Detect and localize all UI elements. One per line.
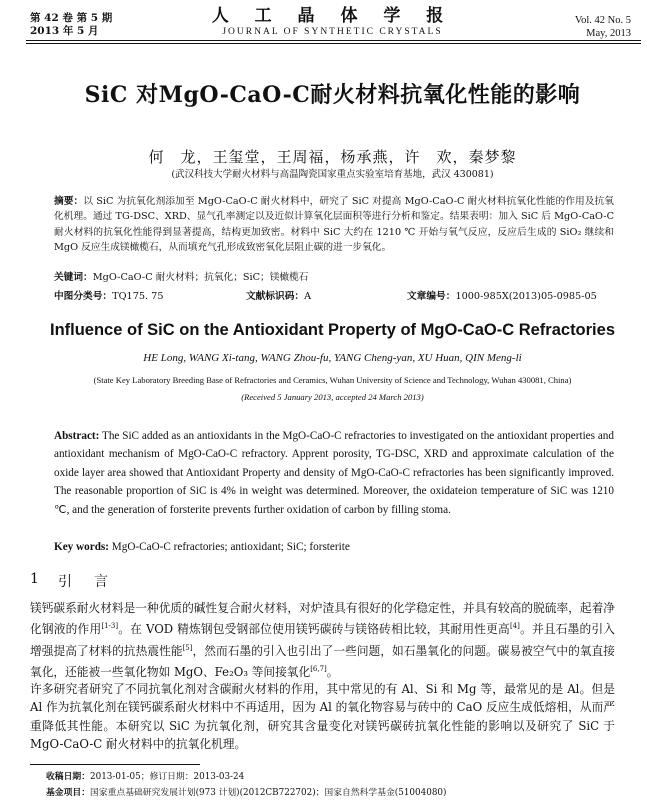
journal-title-en: JOURNAL OF SYNTHETIC CRYSTALS (222, 27, 443, 37)
footnote-fund-text: 国家重点基础研究发展计划(973 计划)(2012CB722702)；国家自然科学基金(51004080) (90, 788, 447, 798)
abstract-cn (54, 194, 614, 256)
paper-title-cn: SiC 对MgO-CaO-C耐火材料抗氧化性能的影响 (84, 82, 581, 108)
keywords-cn (54, 269, 308, 283)
footnote-received (46, 769, 244, 782)
section-title: 引言 (58, 574, 130, 590)
date-en: May, 2013 (586, 28, 631, 39)
header-rule (26, 40, 641, 41)
header-rule-thin (26, 43, 641, 44)
journal-title-cn: 人 工 晶 体 学 报 (211, 6, 454, 26)
keywords-cn-text: MgO-CaO-C 耐火材料；抗氧化；SiC；镁橄榄石 (92, 272, 309, 283)
doc-code-text: A (304, 291, 312, 302)
para1-text-b: 。在 VOD 精炼钢包受钢部位使用镁钙碳砖与镁铬砖相比较，其耐用性更高 (118, 622, 510, 637)
footnote-fund-label: 基金项目： (46, 788, 90, 798)
abstract-cn-label: 摘要： (54, 196, 84, 207)
abstract-en-label: Abstract: (54, 430, 100, 442)
citation[interactable]: [5] (182, 643, 193, 652)
para1-text-a: 镁钙碳系耐火材料是一种优质的碱性复合耐火材料，对炉渣具有很好的化学稳定性，并具有较高的脱硫率，起着净化钢液的作用 (30, 601, 615, 637)
volume-en: Vol. 42 No. 5 (574, 15, 631, 26)
abstract-en (54, 427, 614, 519)
body-paragraph-1 (30, 599, 615, 681)
doc-code-label: 文献标识码： (246, 291, 305, 302)
footnote-received-text: 2013-01-05；修订日期：2013-03-24 (90, 772, 245, 782)
section-number: 1 (30, 571, 39, 587)
affiliation-en: (State Key Laboratory Breeding Base of Refractories and Ceramics, Wuhan University of Science and Technology, Wuhan 430081, China) (93, 375, 572, 385)
keywords-cn-label: 关键词： (54, 272, 93, 283)
classification-label: 中图分类号： (54, 291, 113, 302)
para1-text-c: 。并且石墨的引入增强提高了材料的抗热震性能 (30, 622, 615, 658)
journal-title-block (0, 6, 665, 38)
para1-text-d: ，然而石墨的引入也引出了一些问题，如石墨氧化的问题。碳易被空气中的氧直接氧化，还能被一些氧化物如 MgO、Fe₂O₃ 等间接氧化 (30, 643, 615, 679)
keywords-en-label: Key words: (54, 541, 109, 553)
keywords-en-text: MgO-CaO-C refractories; antioxidant; SiC; forsterite (111, 541, 350, 553)
journal-issue-en (575, 14, 631, 40)
received-dates-en: (Received 5 January 2013, accepted 24 March 2013) (241, 392, 424, 402)
keywords-en (54, 541, 350, 553)
paper-title-en: Influence of SiC on the Antioxidant Property of MgO-CaO-C Refractories (49, 321, 615, 339)
authors-cn: 何 龙，王玺堂，王周福，杨承燕，许 欢，秦梦黎 (148, 148, 517, 166)
citation[interactable]: [4] (509, 622, 520, 631)
body-paragraph-2: 许多研究者研究了不同抗氧化剂对含碳耐火材料的作用，其中常见的有 Al、Si 和 Mg 等，最常见的是 Al。但是 Al 作为抗氧化剂在镁钙碳系耐火材料中不再适用，因为 Al 的氧化物容易与砖中的 CaO 反应生成低熔相，从而严重降低其性能。本研究以 SiC 为抗氧化剂，研究其含量变化对镁钙碳砖抗氧化性能的影响以及研究了 SiC 于 MgO-CaO-C 耐火材料中的抗氧化机理。 (30, 682, 615, 752)
footnote-received-label: 收稿日期： (46, 772, 90, 782)
authors-en: HE Long, WANG Xi-tang, WANG Zhou-fu, YANG Cheng-yan, XU Huan, QIN Meng-li (143, 352, 522, 364)
classification-cn (54, 288, 164, 302)
date-cn: 2013 年 5 月 (30, 25, 99, 37)
article-number-label: 文章编号： (407, 291, 456, 302)
citation[interactable]: [1-3] (101, 622, 119, 631)
article-number-text: 1000-985X(2013)05-0985-05 (455, 291, 597, 302)
abstract-en-text: The SiC added as an antioxidants in the MgO-CaO-C refractories to investigated on the antioxidant properties and antioxidant mechanism of MgO-CaO-C refractory. Apprent porosity, TG-DSC, XRD and approximate calculation of the oxide layer area showed that Antioxidant Property and density of MgO-CaO-C refractories has been significantly improved. The reasonable proportion of SiC is 4% in weight was determined. Moreover, the oxidateion temperature of SiC was 1210 ℃, and the generation of forsterite prevents further oxidation of carbon by filling stoma. (54, 430, 614, 516)
footnote-fund (46, 785, 446, 798)
doc-code-cn (246, 288, 311, 302)
abstract-cn-text: 以 SiC 为抗氧化剂添加至 MgO-CaO-C 耐火材料中，研究了 SiC 对提高 MgO-CaO-C 耐火材料抗氧化性能的作用及抗氧化机理。通过 TG-DSC、XRD、显气孔率测定以及近似计算氧化层面积等进行分析和鉴定。结果表明：加入 SiC 后 MgO-CaO-C 耐火材料的抗氧化性能得到显著提高，结构更加致密。材料中 SiC 大约在 1210 ℃ 开始与氧气反应，反应后生成的 SiO₂ 继续和 MgO 反应生成镁橄榄石，从而填充气孔形成致密氧化层阻止碳的进一步氧化。 (54, 196, 614, 254)
para1-text-e: 。 (326, 664, 339, 679)
footnote-rule (30, 764, 200, 765)
classification-text: TQ175. 75 (112, 291, 164, 302)
article-number-cn (407, 288, 597, 302)
affiliation-cn: (武汉科技大学耐火材料与高温陶瓷国家重点实验室培育基地，武汉 430081) (171, 169, 494, 180)
volume-cn: 第 42 卷 第 5 期 (30, 12, 113, 24)
citation[interactable]: [6,7] (310, 665, 327, 673)
